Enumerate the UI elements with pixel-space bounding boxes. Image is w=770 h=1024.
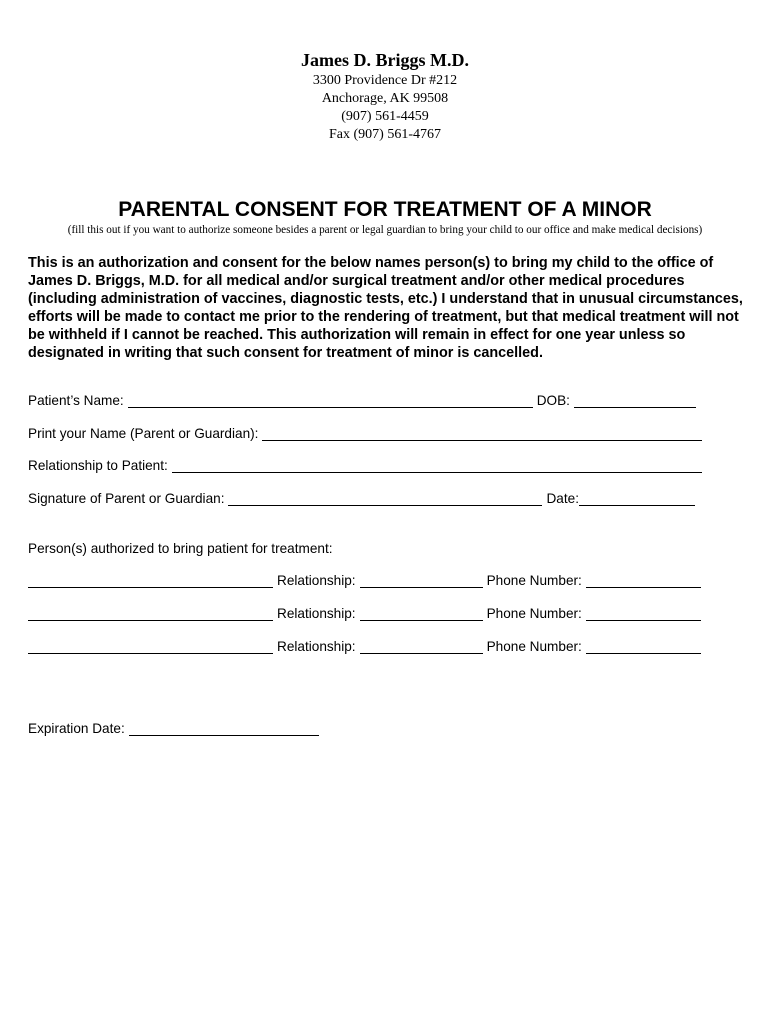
consent-statement: This is an authorization and consent for the below names person(s) to bring my child to the office of James D. Briggs, M.D. for all medical and/or surgical treatment and/or other medical procedures (including administration of vaccines, diagnostic tests, etc.) I understand that in unusual circumstances, efforts will be made to contact me prior to the rendering of treatment, but that medical treatment will not be withheld if I cannot be reached. This authorization will remain in effect for one year unless so designated in writing that such consent for treatment of minor is cancelled. <box>28 255 743 361</box>
dob-label: DOB: <box>536 393 570 408</box>
print-name-row <box>28 425 706 443</box>
authorized-person-name-field[interactable] <box>28 639 273 654</box>
authorized-relationship-field[interactable] <box>360 606 483 621</box>
fax-number: Fax (907) 561-4767 <box>329 127 441 142</box>
print-name-label: Print your Name (Parent or Guardian): <box>28 426 259 441</box>
authorized-phone-label: Phone Number: <box>486 639 582 654</box>
authorized-relationship-field[interactable] <box>360 573 483 588</box>
authorized-relationship-label: Relationship: <box>277 573 356 588</box>
relationship-label: Relationship to Patient: <box>28 458 168 473</box>
dob-field[interactable] <box>574 393 696 408</box>
authorized-heading: Person(s) authorized to bring patient for treatment: <box>28 541 333 556</box>
authorized-phone-field[interactable] <box>586 639 701 654</box>
address-line-2: Anchorage, AK 99508 <box>321 91 449 106</box>
authorized-phone-label: Phone Number: <box>486 573 582 588</box>
signature-row <box>28 490 699 508</box>
form-subtitle: (fill this out if you want to authorize someone besides a parent or legal guardian to bring your child to our office and make medical decisions) <box>67 224 703 236</box>
authorized-person-row-3 <box>28 638 705 656</box>
authorized-phone-field[interactable] <box>586 606 701 621</box>
letterhead <box>0 48 770 144</box>
date-field[interactable] <box>579 491 695 506</box>
authorized-phone-label: Phone Number: <box>486 606 582 621</box>
authorized-relationship-field[interactable] <box>360 639 483 654</box>
authorized-person-name-field[interactable] <box>28 606 273 621</box>
expiration-label: Expiration Date: <box>28 721 125 736</box>
patient-name-label: Patient’s Name: <box>28 393 124 408</box>
authorized-heading-row <box>28 540 333 558</box>
expiration-field[interactable] <box>129 721 319 736</box>
authorized-person-name-field[interactable] <box>28 573 273 588</box>
relationship-field[interactable] <box>172 458 702 473</box>
authorized-person-row-2 <box>28 605 705 623</box>
expiration-row <box>28 720 323 738</box>
signature-label: Signature of Parent or Guardian: <box>28 491 225 506</box>
date-label: Date: <box>546 491 579 506</box>
authorized-phone-field[interactable] <box>586 573 701 588</box>
authorized-relationship-label: Relationship: <box>277 639 356 654</box>
signature-field[interactable] <box>228 491 542 506</box>
form-title: PARENTAL CONSENT FOR TREATMENT OF A MINOR <box>118 198 652 221</box>
relationship-row <box>28 457 706 475</box>
physician-name: James D. Briggs M.D. <box>301 50 469 70</box>
phone-number: (907) 561-4459 <box>341 109 429 124</box>
authorized-person-row-1 <box>28 572 705 590</box>
patient-name-field[interactable] <box>128 393 533 408</box>
patient-name-row <box>28 392 700 410</box>
authorized-relationship-label: Relationship: <box>277 606 356 621</box>
address-line-1: 3300 Providence Dr #212 <box>312 73 458 88</box>
print-name-field[interactable] <box>262 426 702 441</box>
